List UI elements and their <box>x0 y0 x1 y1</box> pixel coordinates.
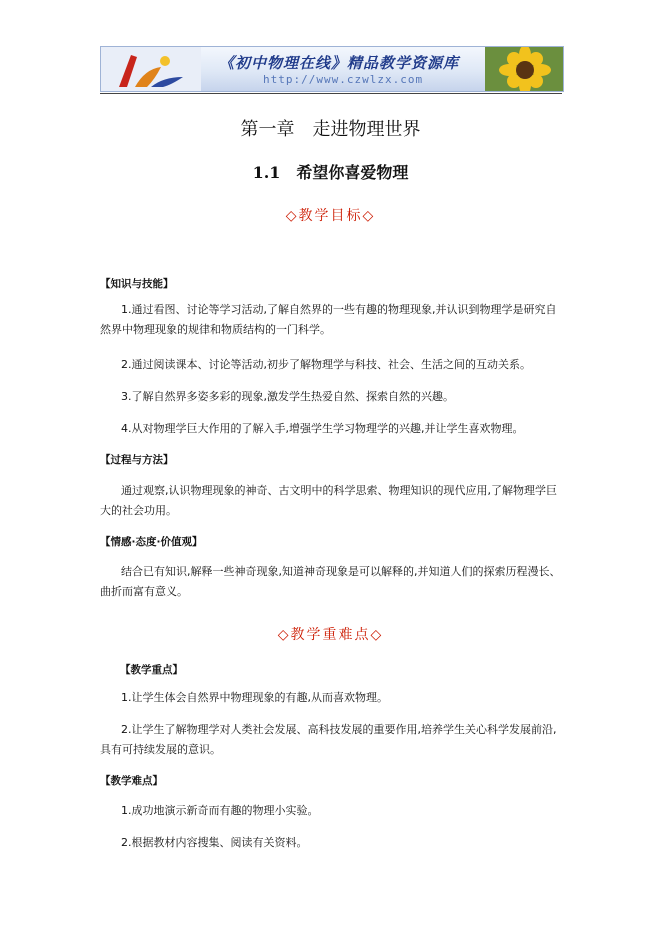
focus-item-1: 1.让学生体会自然界中物理现象的有趣,从而喜欢物理。 <box>121 691 388 704</box>
site-logo-icon <box>101 47 201 91</box>
knowledge-item-4: 4.从对物理学巨大作用的了解入手,增强学生学习物理学的兴趣,并让学生喜欢物理。 <box>121 422 524 435</box>
sunflower-icon <box>485 47 563 91</box>
section-heading-goals: ◇教学目标◇ <box>285 208 376 224</box>
chapter-title: 第一章 走进物理世界 <box>240 119 421 140</box>
header-banner <box>100 46 564 92</box>
lesson-title: 1.1 希望你喜爱物理 <box>252 163 409 182</box>
header-title: 《初中物理在线》精品教学资源库 <box>219 54 460 72</box>
process-label: 【过程与方法】 <box>100 454 174 466</box>
difficulty-item-2: 2.根据教材内容搜集、阅读有关资料。 <box>121 836 308 849</box>
difficulty-label: 【教学难点】 <box>100 775 163 787</box>
header-rule <box>100 93 562 94</box>
attitude-text: 结合已有知识,解释一些神奇现象,知道神奇现象是可以解释的,并知道人们的探索历程漫长、曲折而富有意义。 <box>100 565 561 598</box>
difficulty-item-1: 1.成功地演示新奇而有趣的物理小实验。 <box>121 804 319 817</box>
focus-label: 【教学重点】 <box>120 664 183 676</box>
focus-item-2: 2.让学生了解物理学对人类社会发展、高科技发展的重要作用,培养学生关心科学发展前沿,具有可持续发展的意识。 <box>100 723 557 756</box>
knowledge-item-3: 3.了解自然界多姿多彩的现象,激发学生热爱自然、探索自然的兴趣。 <box>121 390 454 403</box>
knowledge-label: 【知识与技能】 <box>100 278 174 290</box>
knowledge-item-1: 1.通过看图、讨论等学习活动,了解自然界的一些有趣的物理现象,并认识到物理学是研究自然界中物理现象的规律和物质结构的一门科学。 <box>100 303 557 336</box>
attitude-label: 【情感·态度·价值观】 <box>100 536 203 548</box>
knowledge-item-2: 2.通过阅读课本、讨论等活动,初步了解物理学与科技、社会、生活之间的互动关系。 <box>121 358 531 371</box>
process-text: 通过观察,认识物理现象的神奇、古文明中的科学思索、物理知识的现代应用,了解物理学巨大的社会功用。 <box>100 484 557 517</box>
section-heading-key-points: ◇教学重难点◇ <box>277 627 384 643</box>
header-url[interactable]: http://www.czwlzx.com <box>263 73 424 86</box>
